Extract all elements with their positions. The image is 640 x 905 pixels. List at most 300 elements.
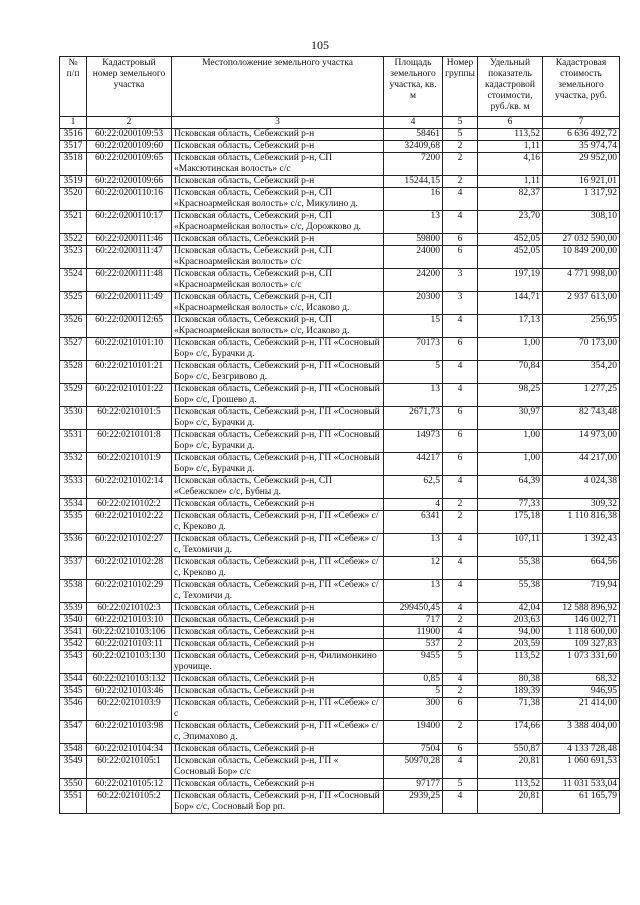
area-cell: 19400 bbox=[384, 721, 443, 744]
cadastral-value-cell: 1 392,43 bbox=[543, 534, 620, 557]
cadastral-number-cell: 60:22:0200110:17 bbox=[87, 211, 172, 234]
column-number: 7 bbox=[543, 117, 620, 129]
cadastral-number-cell: 60:22:0210101:21 bbox=[87, 361, 172, 384]
table-row bbox=[60, 188, 620, 211]
cadastral-number-cell: 60:22:0210105:2 bbox=[87, 791, 172, 814]
group-number-cell: 2 bbox=[443, 153, 478, 176]
table-row bbox=[60, 292, 620, 315]
cadastral-number-cell: 60:22:0210101:9 bbox=[87, 453, 172, 476]
area-cell: 717 bbox=[384, 615, 443, 627]
area-cell: 70173 bbox=[384, 338, 443, 361]
row-number-cell: 3541 bbox=[60, 627, 87, 639]
table-row bbox=[60, 407, 620, 430]
specific-value-cell: 71,38 bbox=[478, 698, 543, 721]
cadastral-value-cell: 21 414,00 bbox=[543, 698, 620, 721]
area-cell: 12 bbox=[384, 557, 443, 580]
cadastral-number-cell: 60:22:0200111:48 bbox=[87, 269, 172, 292]
table-row bbox=[60, 686, 620, 698]
specific-value-cell: 70,84 bbox=[478, 361, 543, 384]
location-cell: Псковская область, Себежский р-н bbox=[172, 674, 384, 686]
table-row bbox=[60, 211, 620, 234]
specific-value-cell: 1,00 bbox=[478, 338, 543, 361]
row-number-cell: 3517 bbox=[60, 141, 87, 153]
location-cell: Псковская область, Себежский р-н, ГП «Себеж» с/с, Техомичи д. bbox=[172, 534, 384, 557]
table-row bbox=[60, 153, 620, 176]
table-row bbox=[60, 338, 620, 361]
area-cell: 13 bbox=[384, 580, 443, 603]
cadastral-number-cell: 60:22:0200111:46 bbox=[87, 234, 172, 246]
specific-value-cell: 17,13 bbox=[478, 315, 543, 338]
cadastral-value-cell: 109 327,83 bbox=[543, 639, 620, 651]
area-cell: 13 bbox=[384, 534, 443, 557]
specific-value-cell: 1,00 bbox=[478, 453, 543, 476]
table-row bbox=[60, 744, 620, 756]
location-cell: Псковская область, Себежский р-н bbox=[172, 744, 384, 756]
column-number-row bbox=[60, 117, 620, 129]
location-cell: Псковская область, Себежский р-н, СП «Себежское» с/с, Бубны д. bbox=[172, 476, 384, 499]
header-group: Номер группы bbox=[443, 57, 478, 117]
table-row bbox=[60, 698, 620, 721]
specific-value-cell: 80,38 bbox=[478, 674, 543, 686]
area-cell: 14973 bbox=[384, 430, 443, 453]
group-number-cell: 2 bbox=[443, 511, 478, 534]
table-row bbox=[60, 791, 620, 814]
cadastral-number-cell: 60:22:0210103:11 bbox=[87, 639, 172, 651]
location-cell: Псковская область, Себежский р-н, ГП «Сосновый Бор» с/с, Бурачки д. bbox=[172, 453, 384, 476]
table-row bbox=[60, 627, 620, 639]
row-number-cell: 3537 bbox=[60, 557, 87, 580]
cadastral-number-cell: 60:22:0210103:106 bbox=[87, 627, 172, 639]
cadastral-number-cell: 60:22:0200109:60 bbox=[87, 141, 172, 153]
cadastral-number-cell: 60:22:0200111:47 bbox=[87, 246, 172, 269]
cadastral-value-table bbox=[59, 56, 620, 814]
table-row bbox=[60, 246, 620, 269]
cadastral-value-cell: 1 073 331,60 bbox=[543, 651, 620, 674]
specific-value-cell: 175,18 bbox=[478, 511, 543, 534]
specific-value-cell: 30,97 bbox=[478, 407, 543, 430]
group-number-cell: 6 bbox=[443, 407, 478, 430]
table-row bbox=[60, 176, 620, 188]
table-row bbox=[60, 129, 620, 141]
table-row bbox=[60, 603, 620, 615]
location-cell: Псковская область, Себежский р-н, СП «Красноармейская волость» с/с, Микулино д. bbox=[172, 188, 384, 211]
cadastral-value-cell: 10 849 200,00 bbox=[543, 246, 620, 269]
location-cell: Псковская область, Себежский р-н bbox=[172, 615, 384, 627]
row-number-cell: 3530 bbox=[60, 407, 87, 430]
header-number: № п/п bbox=[60, 57, 87, 117]
group-number-cell: 6 bbox=[443, 338, 478, 361]
specific-value-cell: 4,16 bbox=[478, 153, 543, 176]
group-number-cell: 6 bbox=[443, 430, 478, 453]
cadastral-value-cell: 3 388 404,00 bbox=[543, 721, 620, 744]
cadastral-value-cell: 1 317,92 bbox=[543, 188, 620, 211]
header-area: Площадь земельного участка, кв. м bbox=[384, 57, 443, 117]
specific-value-cell: 20,81 bbox=[478, 791, 543, 814]
group-number-cell: 6 bbox=[443, 744, 478, 756]
cadastral-number-cell: 60:22:0210101:5 bbox=[87, 407, 172, 430]
cadastral-value-cell: 308,10 bbox=[543, 211, 620, 234]
location-cell: Псковская область, Себежский р-н bbox=[172, 603, 384, 615]
cadastral-number-cell: 60:22:0210103:132 bbox=[87, 674, 172, 686]
cadastral-value-cell: 354,20 bbox=[543, 361, 620, 384]
location-cell: Псковская область, Себежский р-н, ГП « Сосновый Бор» с/с bbox=[172, 756, 384, 779]
cadastral-number-cell: 60:22:0200109:65 bbox=[87, 153, 172, 176]
table-row bbox=[60, 639, 620, 651]
area-cell: 13 bbox=[384, 384, 443, 407]
area-cell: 2671,73 bbox=[384, 407, 443, 430]
area-cell: 11900 bbox=[384, 627, 443, 639]
cadastral-value-cell: 2 937 613,00 bbox=[543, 292, 620, 315]
location-cell: Псковская область, Себежский р-н, ГП «Сосновый Бор» с/с, Сосновый Бор рп. bbox=[172, 791, 384, 814]
specific-value-cell: 94,00 bbox=[478, 627, 543, 639]
specific-value-cell: 550,87 bbox=[478, 744, 543, 756]
cadastral-number-cell: 60:22:0210101:8 bbox=[87, 430, 172, 453]
header-location: Местоположение земельного участка bbox=[172, 57, 384, 117]
header-specific-value: Удельный показатель кадастровой стоимости, руб./кв. м bbox=[478, 57, 543, 117]
area-cell: 20300 bbox=[384, 292, 443, 315]
area-cell: 6341 bbox=[384, 511, 443, 534]
cadastral-number-cell: 60:22:0210103:46 bbox=[87, 686, 172, 698]
cadastral-value-cell: 82 743,48 bbox=[543, 407, 620, 430]
table-row bbox=[60, 453, 620, 476]
row-number-cell: 3547 bbox=[60, 721, 87, 744]
group-number-cell: 4 bbox=[443, 476, 478, 499]
specific-value-cell: 452,05 bbox=[478, 234, 543, 246]
area-cell: 50970,28 bbox=[384, 756, 443, 779]
cadastral-value-cell: 35 974,74 bbox=[543, 141, 620, 153]
row-number-cell: 3543 bbox=[60, 651, 87, 674]
group-number-cell: 2 bbox=[443, 721, 478, 744]
row-number-cell: 3516 bbox=[60, 129, 87, 141]
cadastral-number-cell: 60:22:0210101:22 bbox=[87, 384, 172, 407]
cadastral-value-cell: 27 032 590,00 bbox=[543, 234, 620, 246]
group-number-cell: 4 bbox=[443, 756, 478, 779]
location-cell: Псковская область, Себежский р-н, ГП «Себеж» с/с, Техомичи д. bbox=[172, 580, 384, 603]
specific-value-cell: 23,70 bbox=[478, 211, 543, 234]
row-number-cell: 3548 bbox=[60, 744, 87, 756]
area-cell: 24000 bbox=[384, 246, 443, 269]
table-row bbox=[60, 315, 620, 338]
specific-value-cell: 55,38 bbox=[478, 557, 543, 580]
specific-value-cell: 77,33 bbox=[478, 499, 543, 511]
cadastral-number-cell: 60:22:0210103:10 bbox=[87, 615, 172, 627]
header-cadastral-value: Кадастровая стоимость земельного участка, руб. bbox=[543, 57, 620, 117]
cadastral-value-cell: 11 031 533,04 bbox=[543, 779, 620, 791]
group-number-cell: 6 bbox=[443, 234, 478, 246]
specific-value-cell: 189,39 bbox=[478, 686, 543, 698]
cadastral-value-cell: 6 636 492,72 bbox=[543, 129, 620, 141]
row-number-cell: 3549 bbox=[60, 756, 87, 779]
cadastral-number-cell: 60:22:0210105:12 bbox=[87, 779, 172, 791]
location-cell: Псковская область, Себежский р-н, Филимонкино урочище. bbox=[172, 651, 384, 674]
specific-value-cell: 64,39 bbox=[478, 476, 543, 499]
specific-value-cell: 197,19 bbox=[478, 269, 543, 292]
group-number-cell: 5 bbox=[443, 651, 478, 674]
table-row bbox=[60, 534, 620, 557]
specific-value-cell: 144,71 bbox=[478, 292, 543, 315]
row-number-cell: 3522 bbox=[60, 234, 87, 246]
cadastral-number-cell: 60:22:0210101:10 bbox=[87, 338, 172, 361]
header-cadastral-number: Кадастровый номер земельного участка bbox=[87, 57, 172, 117]
cadastral-value-cell: 1 110 816,38 bbox=[543, 511, 620, 534]
cadastral-number-cell: 60:22:0210102:3 bbox=[87, 603, 172, 615]
cadastral-number-cell: 60:22:0200109:53 bbox=[87, 129, 172, 141]
location-cell: Псковская область, Себежский р-н bbox=[172, 499, 384, 511]
group-number-cell: 2 bbox=[443, 176, 478, 188]
specific-value-cell: 42,04 bbox=[478, 603, 543, 615]
row-number-cell: 3551 bbox=[60, 791, 87, 814]
cadastral-number-cell: 60:22:0210102:28 bbox=[87, 557, 172, 580]
row-number-cell: 3527 bbox=[60, 338, 87, 361]
row-number-cell: 3521 bbox=[60, 211, 87, 234]
row-number-cell: 3550 bbox=[60, 779, 87, 791]
area-cell: 299450,45 bbox=[384, 603, 443, 615]
cadastral-number-cell: 60:22:0210103:130 bbox=[87, 651, 172, 674]
table-row bbox=[60, 476, 620, 499]
table-row bbox=[60, 756, 620, 779]
specific-value-cell: 113,52 bbox=[478, 651, 543, 674]
cadastral-value-cell: 29 952,00 bbox=[543, 153, 620, 176]
table-header-row bbox=[60, 57, 620, 117]
cadastral-number-cell: 60:22:0210103:98 bbox=[87, 721, 172, 744]
cadastral-number-cell: 60:22:0200112:65 bbox=[87, 315, 172, 338]
location-cell: Псковская область, Себежский р-н, ГП «Себеж» с/с bbox=[172, 698, 384, 721]
group-number-cell: 4 bbox=[443, 791, 478, 814]
location-cell: Псковская область, Себежский р-н, ГП «Сосновый Бор» с/с, Бурачки д. bbox=[172, 430, 384, 453]
area-cell: 15244,15 bbox=[384, 176, 443, 188]
cadastral-value-cell: 309,32 bbox=[543, 499, 620, 511]
cadastral-value-cell: 146 002,71 bbox=[543, 615, 620, 627]
area-cell: 58461 bbox=[384, 129, 443, 141]
area-cell: 9455 bbox=[384, 651, 443, 674]
area-cell: 537 bbox=[384, 639, 443, 651]
location-cell: Псковская область, Себежский р-н bbox=[172, 779, 384, 791]
group-number-cell: 4 bbox=[443, 361, 478, 384]
location-cell: Псковская область, Себежский р-н, СП «Красноармейская волость» с/с, Исаково д. bbox=[172, 315, 384, 338]
location-cell: Псковская область, Себежский р-н, ГП «Сосновый Бор» с/с, Грошево д. bbox=[172, 384, 384, 407]
cadastral-number-cell: 60:22:0210105:1 bbox=[87, 756, 172, 779]
specific-value-cell: 20,81 bbox=[478, 756, 543, 779]
group-number-cell: 4 bbox=[443, 557, 478, 580]
area-cell: 59800 bbox=[384, 234, 443, 246]
group-number-cell: 6 bbox=[443, 453, 478, 476]
cadastral-number-cell: 60:22:0210102:14 bbox=[87, 476, 172, 499]
row-number-cell: 3525 bbox=[60, 292, 87, 315]
location-cell: Псковская область, Себежский р-н, ГП «Сосновый Бор» с/с, Бурачки д. bbox=[172, 407, 384, 430]
table-row bbox=[60, 141, 620, 153]
location-cell: Псковская область, Себежский р-н, ГП «Сосновый Бор» с/с, Безгривово д. bbox=[172, 361, 384, 384]
specific-value-cell: 107,11 bbox=[478, 534, 543, 557]
specific-value-cell: 174,66 bbox=[478, 721, 543, 744]
table-row bbox=[60, 511, 620, 534]
table-row bbox=[60, 430, 620, 453]
page-number: 105 bbox=[311, 38, 329, 52]
location-cell: Псковская область, Себежский р-н bbox=[172, 176, 384, 188]
group-number-cell: 3 bbox=[443, 292, 478, 315]
cadastral-value-cell: 1 060 691,53 bbox=[543, 756, 620, 779]
area-cell: 13 bbox=[384, 211, 443, 234]
cadastral-value-cell: 946,95 bbox=[543, 686, 620, 698]
location-cell: Псковская область, Себежский р-н, СП «Красноармейская волость» с/с bbox=[172, 246, 384, 269]
column-number: 4 bbox=[384, 117, 443, 129]
table-row bbox=[60, 721, 620, 744]
group-number-cell: 4 bbox=[443, 534, 478, 557]
specific-value-cell: 1,00 bbox=[478, 430, 543, 453]
area-cell: 15 bbox=[384, 315, 443, 338]
cadastral-value-cell: 1 118 600,00 bbox=[543, 627, 620, 639]
row-number-cell: 3532 bbox=[60, 453, 87, 476]
table-row bbox=[60, 361, 620, 384]
group-number-cell: 4 bbox=[443, 674, 478, 686]
area-cell: 97177 bbox=[384, 779, 443, 791]
table-row bbox=[60, 499, 620, 511]
area-cell: 5 bbox=[384, 361, 443, 384]
row-number-cell: 3518 bbox=[60, 153, 87, 176]
cadastral-value-cell: 68,32 bbox=[543, 674, 620, 686]
row-number-cell: 3544 bbox=[60, 674, 87, 686]
location-cell: Псковская область, Себежский р-н bbox=[172, 639, 384, 651]
cadastral-number-cell: 60:22:0200109:66 bbox=[87, 176, 172, 188]
specific-value-cell: 203,59 bbox=[478, 639, 543, 651]
group-number-cell: 4 bbox=[443, 211, 478, 234]
location-cell: Псковская область, Себежский р-н bbox=[172, 234, 384, 246]
location-cell: Псковская область, Себежский р-н bbox=[172, 141, 384, 153]
area-cell: 2939,25 bbox=[384, 791, 443, 814]
row-number-cell: 3529 bbox=[60, 384, 87, 407]
area-cell: 300 bbox=[384, 698, 443, 721]
row-number-cell: 3535 bbox=[60, 511, 87, 534]
cadastral-value-cell: 61 165,79 bbox=[543, 791, 620, 814]
cadastral-number-cell: 60:22:0210102:29 bbox=[87, 580, 172, 603]
area-cell: 4 bbox=[384, 499, 443, 511]
location-cell: Псковская область, Себежский р-н, СП «Красноармейская волость» с/с bbox=[172, 269, 384, 292]
area-cell: 44217 bbox=[384, 453, 443, 476]
specific-value-cell: 98,25 bbox=[478, 384, 543, 407]
group-number-cell: 3 bbox=[443, 269, 478, 292]
cadastral-number-cell: 60:22:0200110:16 bbox=[87, 188, 172, 211]
group-number-cell: 4 bbox=[443, 315, 478, 338]
specific-value-cell: 203,63 bbox=[478, 615, 543, 627]
column-number: 5 bbox=[443, 117, 478, 129]
location-cell: Псковская область, Себежский р-н, ГП «Себеж» с/с, Креково д. bbox=[172, 557, 384, 580]
specific-value-cell: 113,52 bbox=[478, 129, 543, 141]
row-number-cell: 3523 bbox=[60, 246, 87, 269]
group-number-cell: 4 bbox=[443, 188, 478, 211]
cadastral-value-cell: 44 217,00 bbox=[543, 453, 620, 476]
group-number-cell: 5 bbox=[443, 779, 478, 791]
group-number-cell: 2 bbox=[443, 141, 478, 153]
column-number: 2 bbox=[87, 117, 172, 129]
row-number-cell: 3542 bbox=[60, 639, 87, 651]
table-row bbox=[60, 779, 620, 791]
location-cell: Псковская область, Себежский р-н, ГП «Себеж» с/с, Эпимахово д. bbox=[172, 721, 384, 744]
cadastral-value-cell: 14 973,00 bbox=[543, 430, 620, 453]
table-row bbox=[60, 269, 620, 292]
cadastral-value-cell: 4 133 728,48 bbox=[543, 744, 620, 756]
cadastral-number-cell: 60:22:0210102:27 bbox=[87, 534, 172, 557]
row-number-cell: 3528 bbox=[60, 361, 87, 384]
location-cell: Псковская область, Себежский р-н, ГП «Себеж» с/с, Креково д. bbox=[172, 511, 384, 534]
cadastral-value-cell: 4 771 998,00 bbox=[543, 269, 620, 292]
row-number-cell: 3526 bbox=[60, 315, 87, 338]
area-cell: 24200 bbox=[384, 269, 443, 292]
area-cell: 0,85 bbox=[384, 674, 443, 686]
row-number-cell: 3524 bbox=[60, 269, 87, 292]
table-row bbox=[60, 674, 620, 686]
table-row bbox=[60, 234, 620, 246]
cadastral-value-cell: 256,95 bbox=[543, 315, 620, 338]
cadastral-number-cell: 60:22:0210102:22 bbox=[87, 511, 172, 534]
group-number-cell: 2 bbox=[443, 615, 478, 627]
cadastral-number-cell: 60:22:0210102:2 bbox=[87, 499, 172, 511]
cadastral-number-cell: 60:22:0210104:34 bbox=[87, 744, 172, 756]
group-number-cell: 4 bbox=[443, 603, 478, 615]
area-cell: 7200 bbox=[384, 153, 443, 176]
cadastral-number-cell: 60:22:0210103:9 bbox=[87, 698, 172, 721]
area-cell: 16 bbox=[384, 188, 443, 211]
specific-value-cell: 113,52 bbox=[478, 779, 543, 791]
row-number-cell: 3520 bbox=[60, 188, 87, 211]
location-cell: Псковская область, Себежский р-н, СП «Красноармейская волость» с/с, Дорожково д. bbox=[172, 211, 384, 234]
cadastral-value-cell: 4 024,38 bbox=[543, 476, 620, 499]
row-number-cell: 3531 bbox=[60, 430, 87, 453]
cadastral-value-cell: 719,94 bbox=[543, 580, 620, 603]
location-cell: Псковская область, Себежский р-н bbox=[172, 686, 384, 698]
group-number-cell: 2 bbox=[443, 499, 478, 511]
table-row bbox=[60, 384, 620, 407]
group-number-cell: 5 bbox=[443, 129, 478, 141]
location-cell: Псковская область, Себежский р-н, СП «Красноармейская волость» с/с, Исаково д. bbox=[172, 292, 384, 315]
location-cell: Псковская область, Себежский р-н bbox=[172, 129, 384, 141]
row-number-cell: 3545 bbox=[60, 686, 87, 698]
group-number-cell: 2 bbox=[443, 639, 478, 651]
table-body bbox=[60, 129, 620, 814]
table-row bbox=[60, 580, 620, 603]
specific-value-cell: 55,38 bbox=[478, 580, 543, 603]
table-row bbox=[60, 557, 620, 580]
row-number-cell: 3536 bbox=[60, 534, 87, 557]
cadastral-value-cell: 16 921,01 bbox=[543, 176, 620, 188]
cadastral-number-cell: 60:22:0200111:49 bbox=[87, 292, 172, 315]
area-cell: 62,5 bbox=[384, 476, 443, 499]
table-row bbox=[60, 651, 620, 674]
row-number-cell: 3519 bbox=[60, 176, 87, 188]
row-number-cell: 3539 bbox=[60, 603, 87, 615]
group-number-cell: 4 bbox=[443, 384, 478, 407]
row-number-cell: 3540 bbox=[60, 615, 87, 627]
table-row bbox=[60, 615, 620, 627]
group-number-cell: 2 bbox=[443, 686, 478, 698]
group-number-cell: 4 bbox=[443, 627, 478, 639]
row-number-cell: 3546 bbox=[60, 698, 87, 721]
specific-value-cell: 452,05 bbox=[478, 246, 543, 269]
location-cell: Псковская область, Себежский р-н, СП «Максютинская волость» с/с bbox=[172, 153, 384, 176]
cadastral-value-cell: 70 173,00 bbox=[543, 338, 620, 361]
column-number: 6 bbox=[478, 117, 543, 129]
row-number-cell: 3534 bbox=[60, 499, 87, 511]
row-number-cell: 3538 bbox=[60, 580, 87, 603]
column-number: 1 bbox=[60, 117, 87, 129]
specific-value-cell: 82,37 bbox=[478, 188, 543, 211]
cadastral-value-cell: 1 277,25 bbox=[543, 384, 620, 407]
cadastral-value-cell: 12 588 896,92 bbox=[543, 603, 620, 615]
location-cell: Псковская область, Себежский р-н, ГП «Сосновый Бор» с/с, Бурачки д. bbox=[172, 338, 384, 361]
area-cell: 32409,68 bbox=[384, 141, 443, 153]
area-cell: 5 bbox=[384, 686, 443, 698]
group-number-cell: 6 bbox=[443, 246, 478, 269]
area-cell: 7504 bbox=[384, 744, 443, 756]
group-number-cell: 4 bbox=[443, 580, 478, 603]
